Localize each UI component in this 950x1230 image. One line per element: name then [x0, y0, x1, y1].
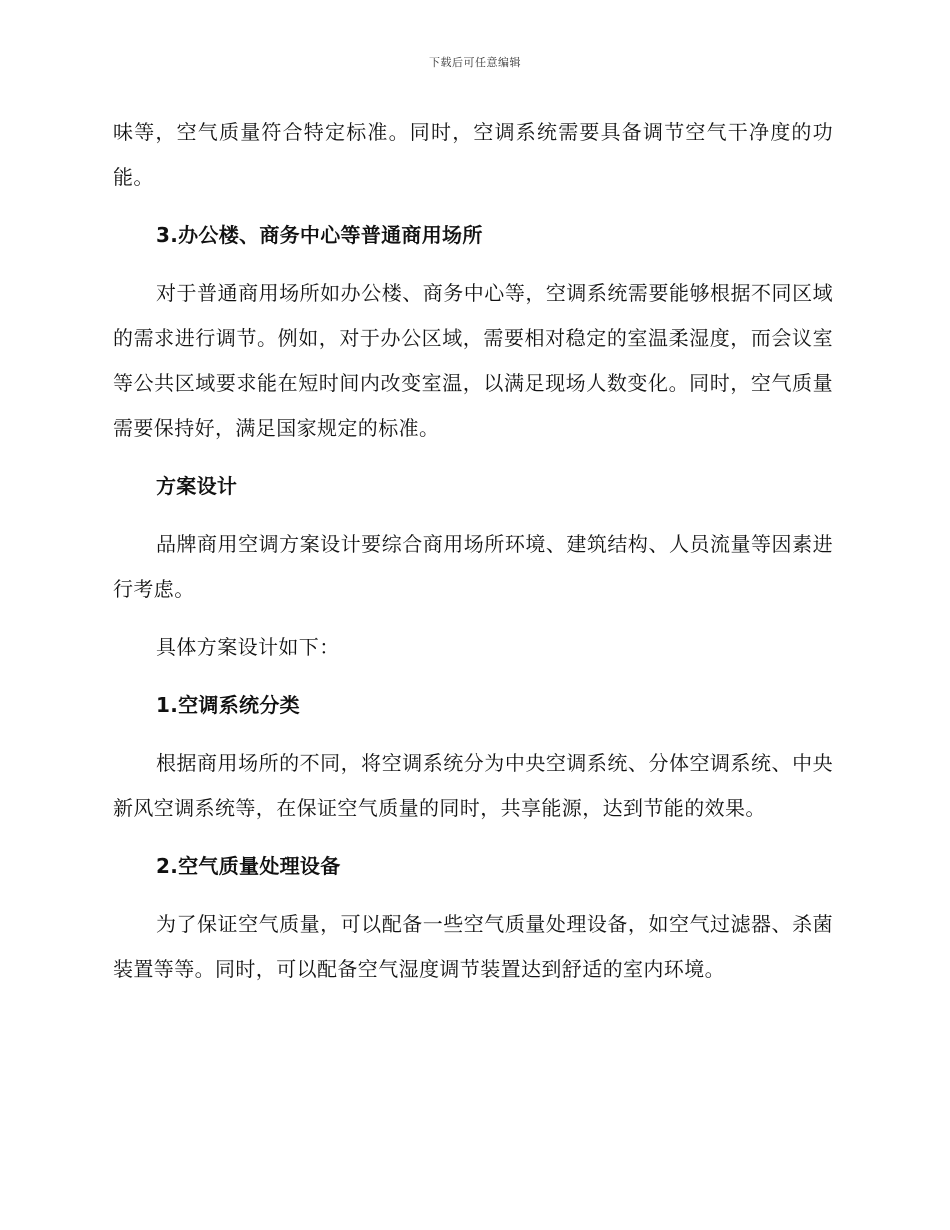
document-body — [113, 110, 833, 992]
section-heading-system-classification: 1.空调系统分类 — [156, 693, 300, 717]
paragraph-air-quality-equipment: 为了保证空气质量，可以配备一些空气质量处理设备，如空气过滤器、杀菌装置等等。同时，可以配备空气湿度调节装置达到舒适的室内环境。 — [113, 912, 833, 981]
section-heading-air-quality-equipment: 2.空气质量处理设备 — [156, 854, 341, 878]
paragraph-design-considerations: 品牌商用空调方案设计要综合商用场所环境、建筑结构、人员流量等因素进行考虑。 — [113, 532, 833, 601]
paragraph-intro-continued: 味等，空气质量符合特定标准。同时，空调系统需要具备调节空气干净度的功能。 — [113, 120, 833, 189]
paragraph-system-classification: 根据商用场所的不同，将空调系统分为中央空调系统、分体空调系统、中央新风空调系统等，在保证空气质量的同时，共享能源，达到节能的效果。 — [113, 751, 833, 820]
paragraph-office-requirements: 对于普通商用场所如办公楼、商务中心等，空调系统需要能够根据不同区域的需求进行调节。例如，对于办公区域，需要相对稳定的室温柔湿度，而会议室等公共区域要求能在短时间内改变室温，以满足现场人数变化。同时，空气质量需要保持好，满足国家规定的标准。 — [113, 281, 833, 440]
page-header: 下载后可任意编辑 — [429, 56, 521, 69]
paragraph-design-list-intro: 具体方案设计如下： — [156, 635, 340, 659]
section-heading-solution-design: 方案设计 — [156, 474, 238, 498]
section-heading-office-buildings: 3.办公楼、商务中心等普通商用场所 — [156, 223, 483, 247]
